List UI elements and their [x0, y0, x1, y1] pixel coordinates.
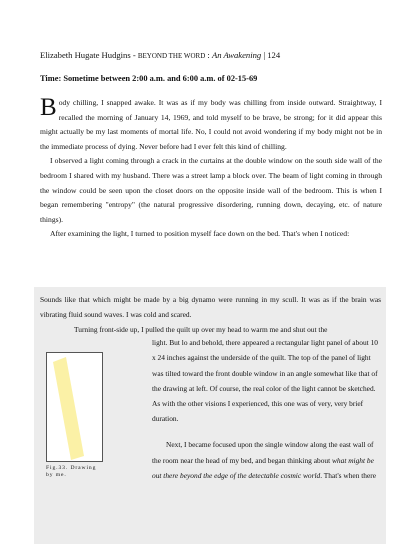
quote-line: light. But lo and behold, there appeared a rectangular light panel of about 10	[152, 338, 378, 347]
quote-line: the drawing at left. Of course, the real color of the light cannot be sketched.	[152, 384, 376, 393]
header-page-number: | 124	[261, 50, 281, 60]
header-author: Elizabeth Hugate Hudgins -	[40, 50, 138, 60]
figure-drawing	[46, 352, 103, 462]
quote-line: x 24 inches against the underside of the quilt. The top of the panel of light	[152, 353, 371, 362]
quote-line: duration.	[152, 414, 179, 423]
body-text	[40, 96, 382, 242]
quote-line: was tilted toward the front double window in an angle somewhat like that of	[152, 369, 378, 378]
light-panel-shape	[53, 357, 84, 460]
paragraph-3: After examining the light, I turned to position myself face down on the bed. That's when I noticed:	[50, 229, 350, 239]
figure-caption: Fig.33. Drawing by me.	[46, 465, 97, 478]
quote-paragraph-2-first-line: Turning front-side up, I pulled the quilt up over my head to warm me and shut out the	[74, 325, 328, 335]
quote-paragraph-1: Sounds like that which might be made by a big dynamo were running in my scull. It was as if the brain was vibrating fluid sound waves. I was cold and scared.	[40, 295, 381, 320]
quote-emphasis: out there beyond the edge of the detectable cosmic world	[152, 471, 321, 480]
quote-line: As with the other visions I experienced, this one was of very, very brief	[152, 399, 364, 408]
quoted-passage-top	[40, 292, 381, 338]
paragraph-2: I observed a light coming through a crack in the curtains at the double window on the south side wall of the bedroom I shared with my husband. There was a street lamp a block over. The beam of light coming in through the window could be seen upon the closet doors on the opposite inside wall of the bedroom. This is when I began remembering "entropy" (the natural progressive disordering, running down, decaying, etc. of nature things).	[40, 156, 382, 224]
drop-cap: B	[40, 94, 57, 121]
quote-line	[152, 471, 376, 480]
quote-emphasis: what might be	[332, 456, 374, 465]
quote-line	[152, 456, 374, 465]
section-heading: Time: Sometime between 2:00 a.m. and 6:00 a.m. of 02-15-69	[40, 74, 258, 83]
quote-text-segment: the room near the head of my bed, and began thinking about	[152, 456, 332, 465]
paragraph-1-text: ody chilling, I snapped awake. It was as if my body was chilling from inside outward. Straightway, I recalled the morning of January 14, 1969, and told myself to be brave, be strong; for it did appear this might actually be my last moments of mortal life. No, I could not avoid wondering if my body might not be in the immediate process of dying. Never before had I ever felt this kind of chilling.	[40, 98, 382, 151]
running-head	[40, 50, 380, 60]
header-separator: :	[205, 50, 212, 60]
header-book-subtitle: An Awakening	[211, 50, 262, 60]
paragraph-1	[40, 96, 382, 154]
quote-text-segment: . That's when there	[320, 471, 377, 480]
header-book-title: BEYOND THE WORD	[137, 52, 206, 60]
quote-line: Next, I became focused upon the single window along the east wall of	[166, 440, 374, 449]
light-panel-drawing	[47, 353, 102, 461]
